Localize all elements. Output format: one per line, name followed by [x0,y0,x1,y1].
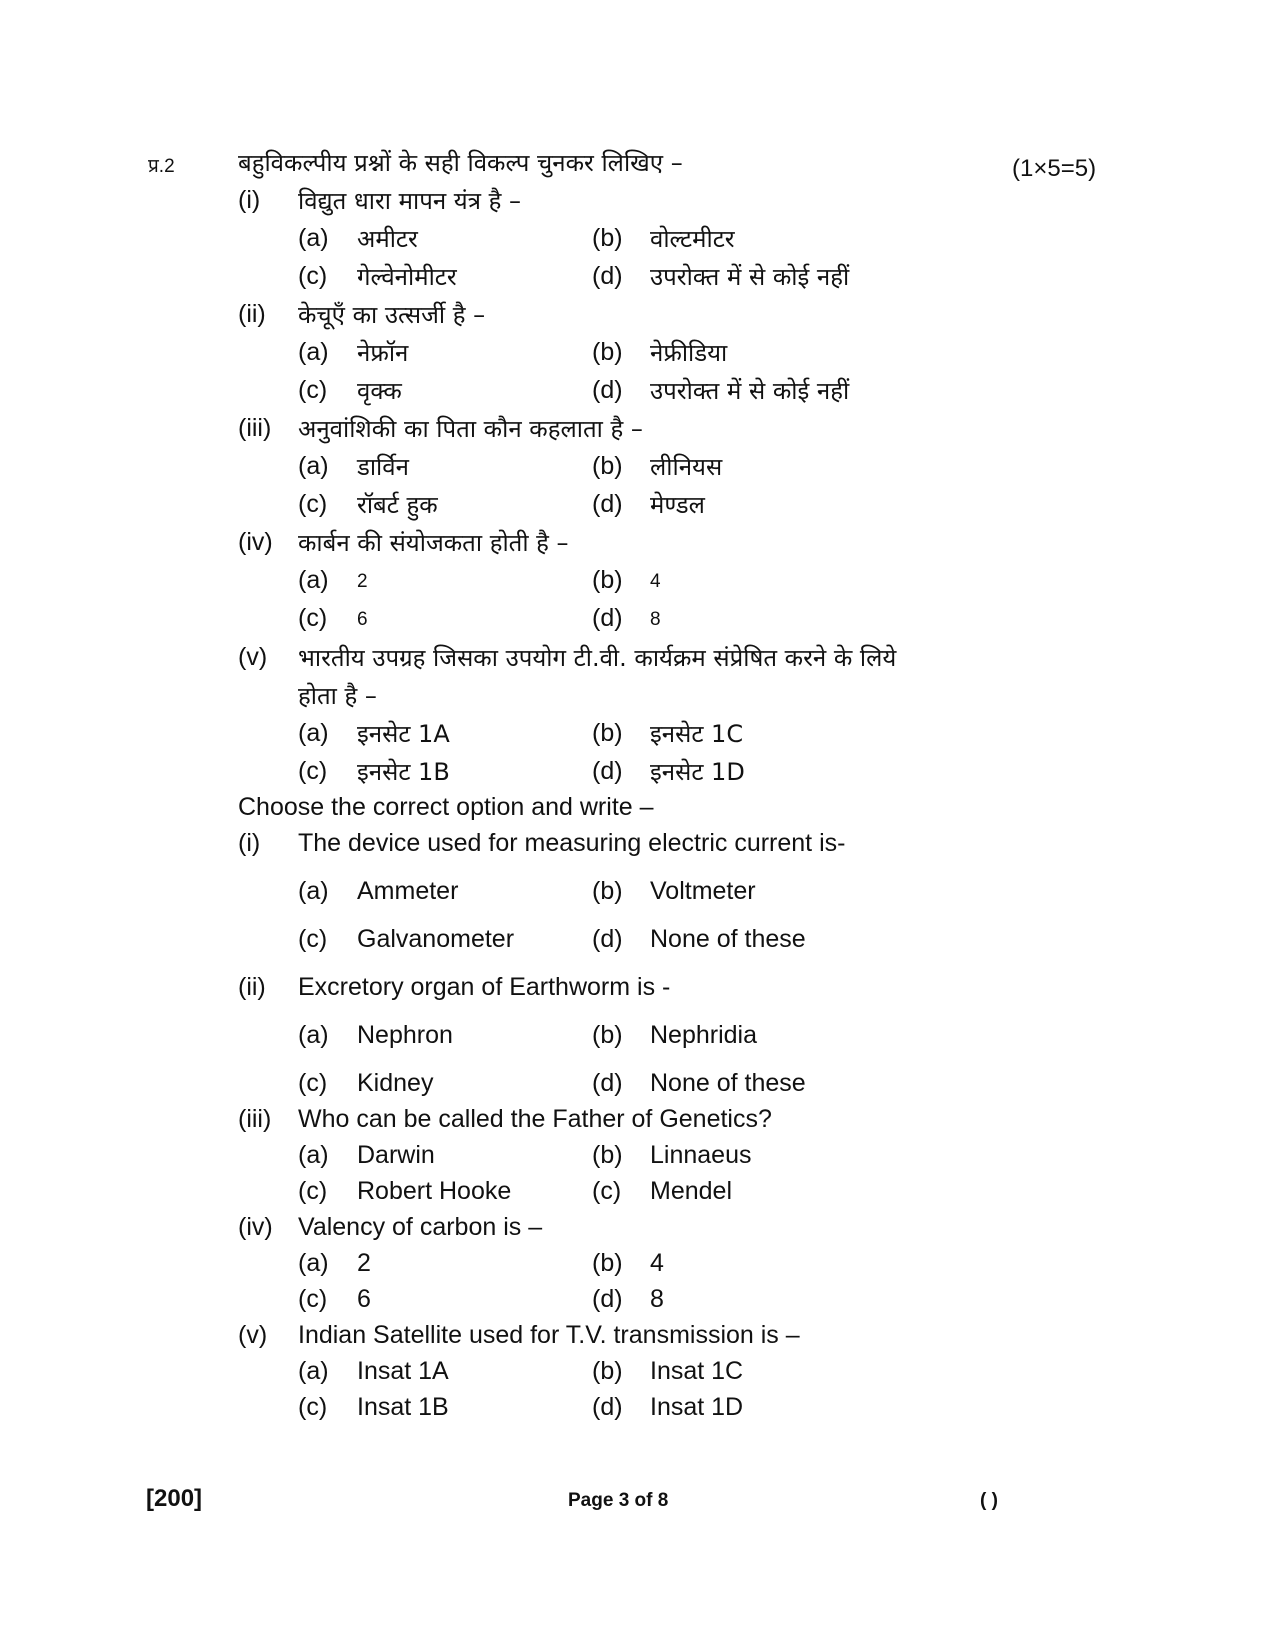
option-text: Voltmeter [650,877,756,905]
option-letter: (b) [592,719,623,747]
option-text: Nephridia [650,1021,758,1049]
option-letter: (b) [592,1357,623,1385]
option-text: नेफ्रीडिया [650,339,728,367]
option-text: Kidney [357,1069,434,1097]
option-letter: (a) [298,1249,329,1277]
option-letter: (b) [592,452,623,480]
option-letter: (c) [298,262,328,290]
option-letter: (d) [592,376,623,404]
option-text: उपरोक्त में से कोई नहीं [650,263,850,291]
question-number: प्र.2 [148,156,175,177]
item-number: (v) [238,643,268,671]
item-text: Who can be called the Father of Genetics? [298,1105,772,1133]
option-letter: (b) [592,1249,623,1277]
option-letter: (a) [298,566,329,594]
item-number: (i) [238,186,261,214]
option-letter: (b) [592,1141,623,1169]
option-letter: (b) [592,224,623,252]
option-text: None of these [650,1069,806,1097]
item-text-continued: होता है – [298,682,377,710]
option-text: Galvanometer [357,925,515,953]
option-text: 8 [650,1285,664,1313]
item-number: (i) [238,829,261,857]
item-text: कार्बन की संयोजकता होती है – [298,529,569,557]
item-number: (iv) [238,1213,273,1241]
option-letter: (c) [298,376,328,404]
item-text: भारतीय उपग्रह जिसका उपयोग टी.वी. कार्यक्रम संप्रेषित करने के लिये [298,644,897,672]
option-text: इनसेट 1B [357,758,450,786]
option-letter: (c) [298,1177,328,1205]
option-letter: (b) [592,1021,623,1049]
option-letter: (a) [298,338,329,366]
option-text: अमीटर [357,225,418,253]
item-number: (iii) [238,414,272,442]
item-text: अनुवांशिकी का पिता कौन कहलाता है – [298,415,643,443]
option-text: इनसेट 1A [357,720,450,748]
option-text: वोल्टमीटर [650,225,735,253]
item-number: (iv) [238,528,273,556]
option-letter: (d) [592,925,623,953]
option-letter: (a) [298,719,329,747]
option-letter: (a) [298,452,329,480]
item-text: विद्युत धारा मापन यंत्र है – [298,187,521,215]
option-text: Insat 1D [650,1393,744,1421]
item-text: Indian Satellite used for T.V. transmission is – [298,1321,800,1349]
option-letter: (d) [592,262,623,290]
option-text: गेल्वेनोमीटर [357,263,457,291]
option-text: रॉबर्ट हुक [357,491,438,519]
option-letter: (d) [592,604,623,632]
item-text: केचूएँ का उत्सर्जी है – [298,301,486,329]
option-text: Linnaeus [650,1141,752,1169]
option-text: Robert Hooke [357,1177,512,1205]
option-letter: (c) [298,1393,328,1421]
option-text: 6 [357,1285,371,1313]
option-letter: (c) [298,925,328,953]
option-letter: (d) [592,757,623,785]
option-text: Insat 1B [357,1393,449,1421]
option-letter: (b) [592,877,623,905]
option-letter: (c) [298,1069,328,1097]
option-letter: (c) [298,757,328,785]
option-text: Insat 1C [650,1357,744,1385]
item-text: Excretory organ of Earthworm is - [298,973,671,1001]
option-letter: (a) [298,877,329,905]
paper-code: [200] [146,1485,203,1512]
footer-right-mark: ( ) [980,1490,998,1511]
marks-label: (1×5=5) [1012,155,1097,182]
option-text: उपरोक्त में से कोई नहीं [650,377,850,405]
option-letter: (c) [298,1285,328,1313]
option-text: लीनियस [650,453,723,481]
option-text: 2 [357,1249,371,1277]
item-text: Valency of carbon is – [298,1213,543,1241]
option-letter: (b) [592,338,623,366]
option-text: 4 [650,571,661,592]
item-number: (ii) [238,973,266,1001]
option-text: Darwin [357,1141,435,1169]
option-letter: (c) [298,604,328,632]
instruction-english: Choose the correct option and write – [238,793,654,821]
option-text: इनसेट 1D [650,758,745,786]
option-text: नेफ्रॉन [357,339,409,367]
option-letter: (a) [298,224,329,252]
option-letter: (d) [592,1393,623,1421]
option-text: 6 [357,609,368,630]
option-text: 8 [650,609,661,630]
option-letter: (a) [298,1141,329,1169]
item-number: (ii) [238,300,266,328]
option-text: Ammeter [357,877,459,905]
option-text: Nephron [357,1021,453,1049]
option-text: डार्विन [357,453,409,481]
option-text: 2 [357,571,368,592]
option-letter: (d) [592,1069,623,1097]
option-letter: (b) [592,566,623,594]
item-number: (iii) [238,1105,272,1133]
option-text: मेण्डल [650,491,705,519]
option-text: Insat 1A [357,1357,449,1385]
option-text: इनसेट 1C [650,720,744,748]
option-letter: (a) [298,1357,329,1385]
option-letter: (d) [592,490,623,518]
item-number: (v) [238,1321,268,1349]
instruction-hindi: बहुविकल्पीय प्रश्नों के सही विकल्प चुनकर लिखिए – [238,149,683,177]
item-text: The device used for measuring electric current is- [298,829,846,857]
option-letter: (a) [298,1021,329,1049]
option-text: None of these [650,925,806,953]
option-text: 4 [650,1249,664,1277]
option-text: Mendel [650,1177,732,1205]
option-letter: (c) [298,490,328,518]
page-number: Page 3 of 8 [568,1490,669,1511]
option-letter: (c) [592,1177,622,1205]
option-text: वृक्क [357,377,402,405]
option-letter: (d) [592,1285,623,1313]
